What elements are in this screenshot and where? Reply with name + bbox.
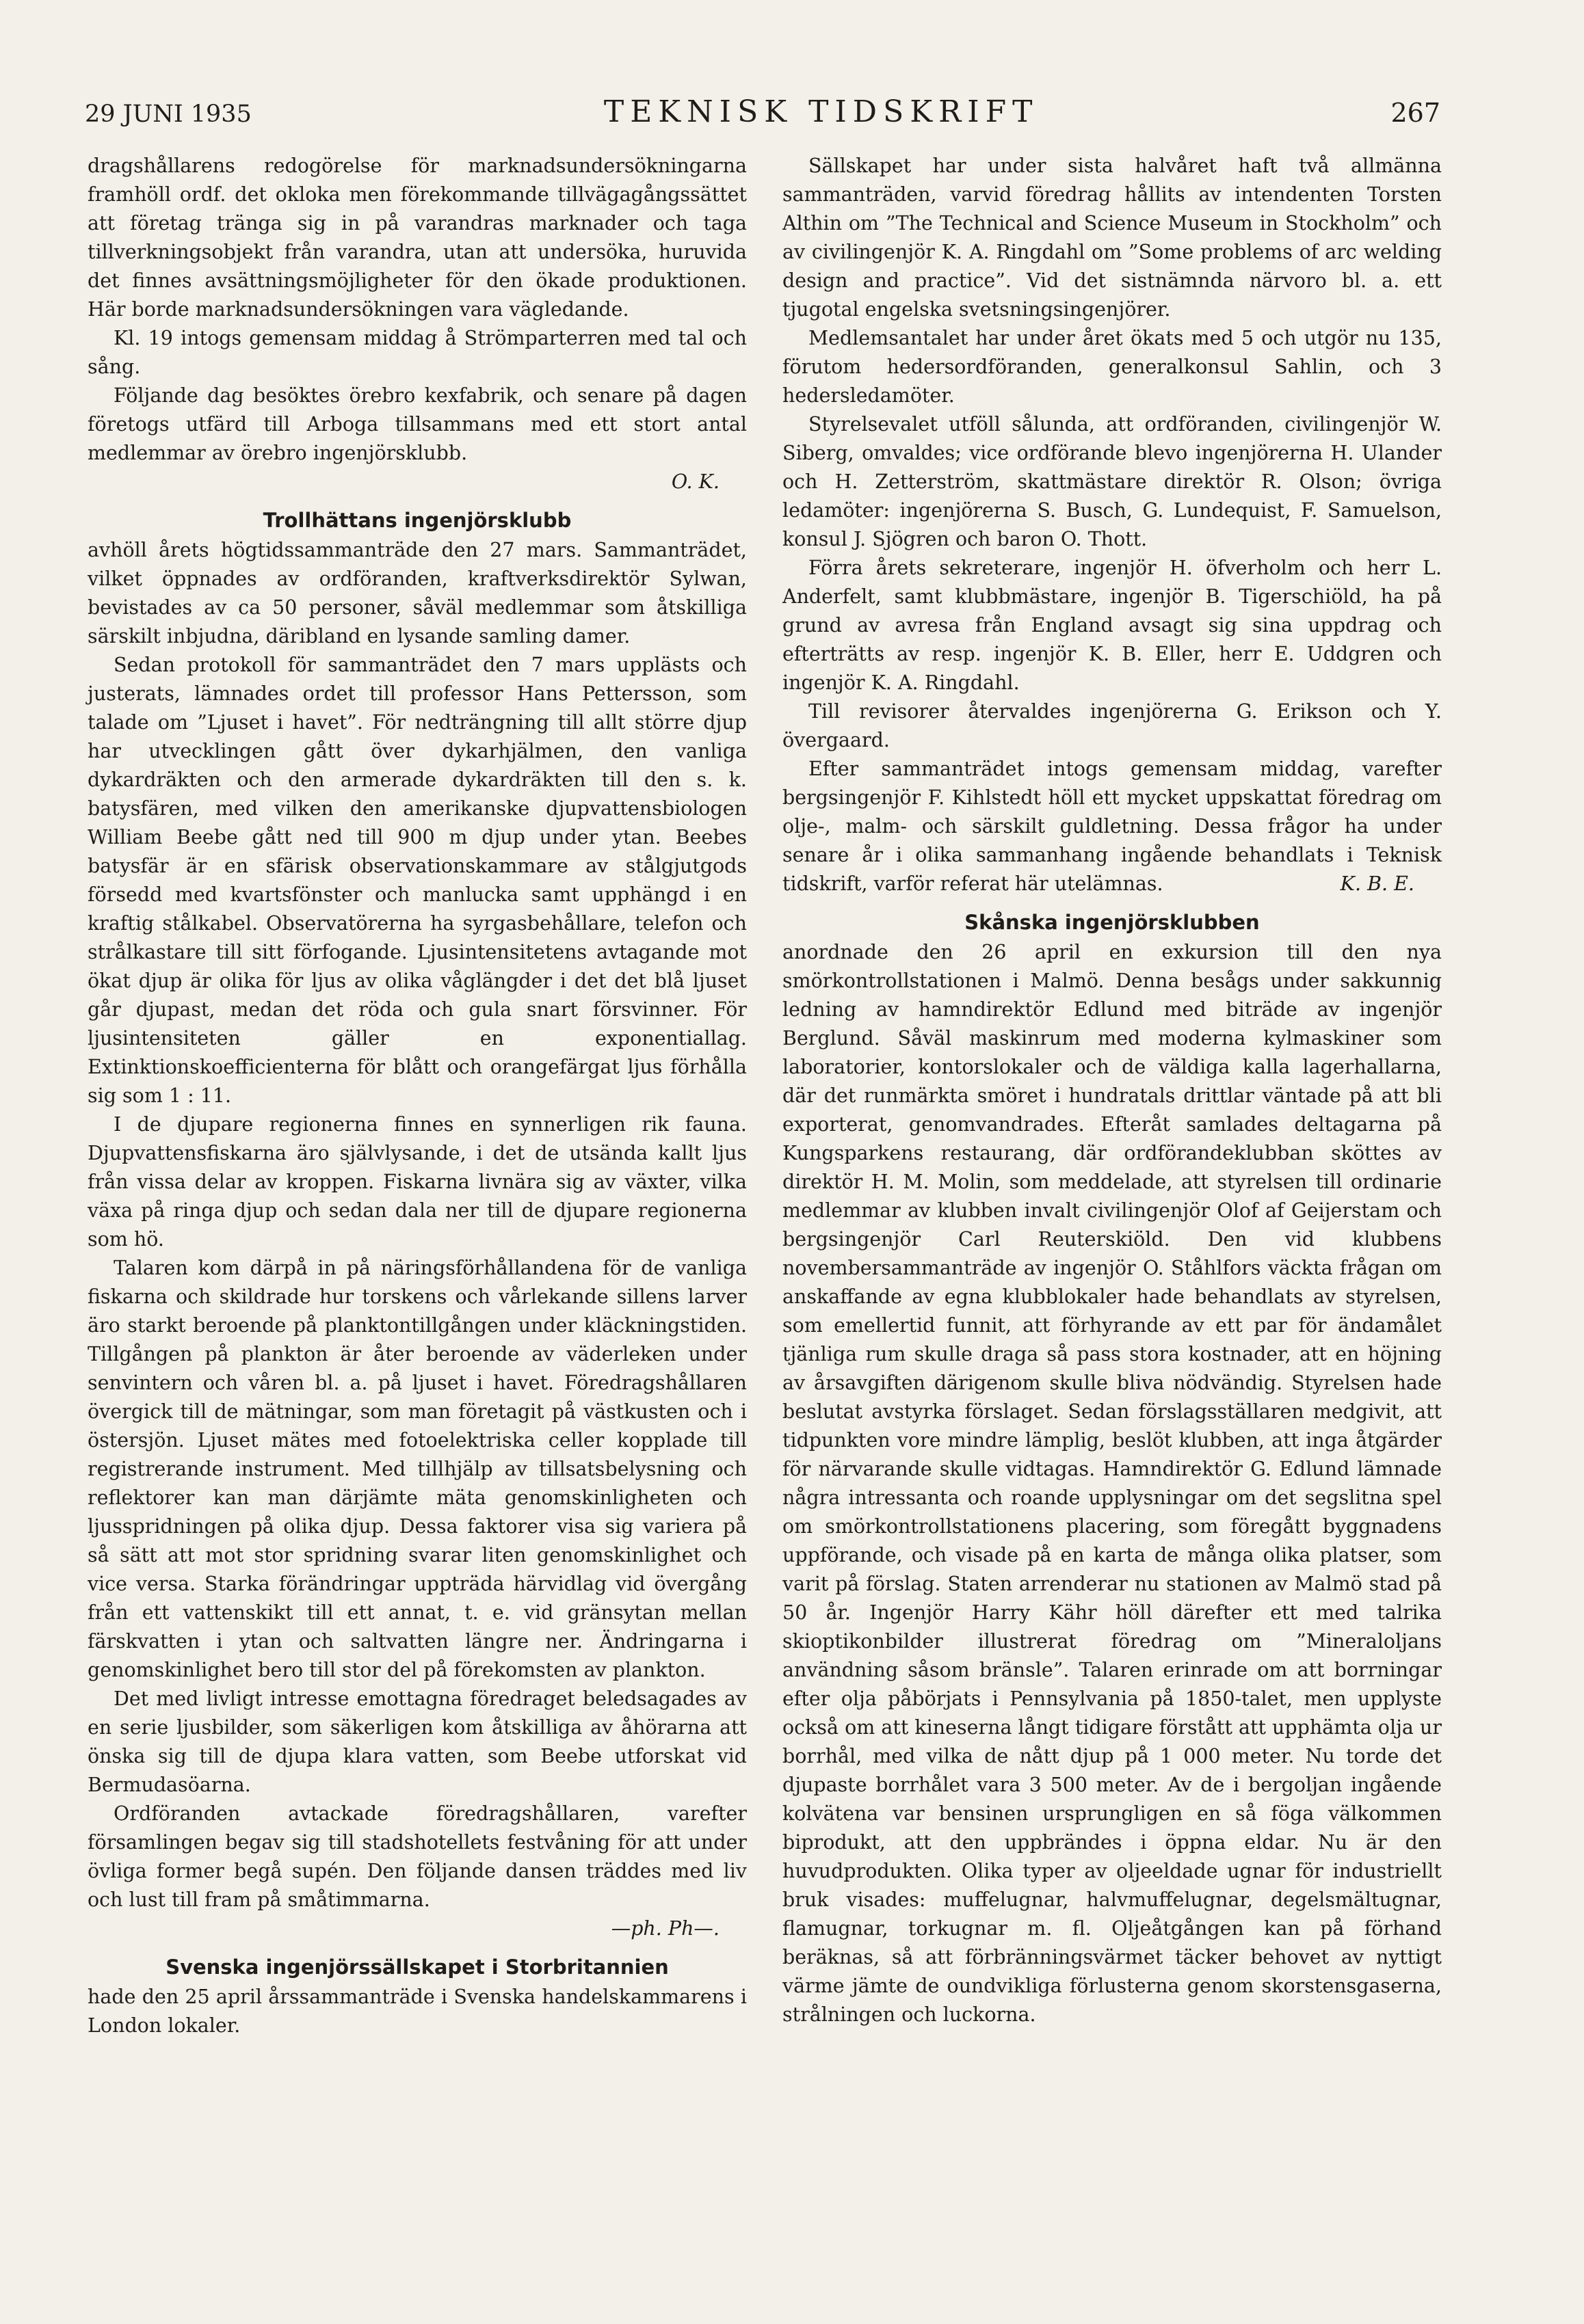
issue-date: 29 JUNI 1935 — [85, 101, 252, 128]
paragraph: Medlemsantalet har under året ökats med 5 och utgör nu 135, förutom hedersordföranden, generalkonsul Sahlin, och 3 hedersledamöter. — [782, 327, 1442, 407]
author-signature: K. B. E. — [1340, 872, 1414, 895]
paragraph: avhöll årets högtidssammanträde den 27 mars. Sammanträdet, vilket öppnades av ordföranden, kraftverksdirektör Sylwan, bevistades av ca 50 personer, såväl medlemmar som åtskilliga särskilt inbjudna, däribland en lysande samling damer. — [88, 539, 747, 647]
left-column — [88, 152, 747, 2040]
paragraph-text: Efter sammanträdet intogs gemensam middag, varefter bergsingenjör F. Kihlstedt höll ett mycket uppskattat föredrag om olje-, malm- och särskilt guldletning. Dessa frågor ha under senare år i olika sammanhang ingående behandlats i Teknisk tidskrift, varför referat här utelämnas. — [782, 758, 1442, 895]
paragraph: anordnade den 26 april en exkursion till den nya smörkontrollstationen i Malmö. Denna besågs under sakkunnig ledning av hamndirektör Edlund med biträde av ingenjör Berglund. Såväl maskinrum med moderna kylmaskiner som laboratorier, kontorslokaler och de väldiga kalla lagerhallarna, där det runmärkta smöret i hundratals drittlar väntade på att bli exporterat, genomvandrades. Efteråt samlades deltagarna på Kungsparkens restaurang, där ordförandeklubban sköttes av direktör H. M. Molin, som meddelade, att styrelsen till ordinarie medlemmar av klubben invalt civilingenjör Olof af Geijerstam och bergsingenjör Carl Reuterskiöld. Den vid klubbens novembersammanträde av ingenjör O. Ståhlfors väckta frågan om anskaffande av egna klubblokaler hade behandlats av styrelsen, som emellertid funnit, att förhyrande av ett par för ändamålet tjänliga rum skulle draga så pass stora kostnader, att en höjning av årsavgiften därigenom skulle bliva nödvändig. Styrelsen hade beslutat avstyrka förslaget. Sedan förslagsställaren medgivit, att tidpunkten vore mindre lämplig, beslöt klubben, att inga åtgärder för närvarande skulle vidtagas. Hamndirektör G. Edlund lämnade några intressanta och roande upplysningar om det segslitna spel om smörkontrollstationens placering, som föregått byggnadens uppförande, och visade på en karta de många olika platser, som varit på förslag. Staten arrenderar nu stationen av Malmö stad på 50 år. Ingenjör Harry Kähr höll därefter ett med talrika skioptikonbilder illustrerat föredrag om ”Mineraloljans användning såsom bränsle”. Talaren erinrade om att borrningar efter olja påbörjats i Pennsylvania på 1850-talet, men upplyste också om att kineserna långt tidigare förstått att upphämta olja ur borrhål, med vilka de nått djup på 1 000 meter. Nu torde det djupaste borrhålet vara 3 500 meter. Av de i bergoljan ingående kolvätena var bensinen ursprungligen en så föga välkommen biprodukt, att den uppbrändes i öppna eldar. Nu är den huvudprodukten. Olika typer av oljeeldade ugnar för industriellt bruk visades: muffelugnar, halvmuffelugnar, degelsmältugnar, flamugnar, torkugnar m. fl. Oljeåtgången kan på förhand beräknas, så att förbränningsvärmet täcker behovet av nyttigt värme jämte de oundvikliga förlusterna genom skorstensgaserna, strålningen och luckorna. — [782, 941, 1442, 2026]
author-signature: —ph. Ph—. — [611, 1917, 720, 1940]
journal-title: TEKNISK TIDSKRIFT — [603, 94, 1039, 129]
section-heading-storbritannien: Svenska ingenjörssällskapet i Storbritannien — [166, 1955, 669, 1979]
paragraph: I de djupare regionerna finnes en synnerligen rik fauna. Djupvattensfiskarna äro självlysande, i det de utsända kallt ljus från vissa delar av kroppen. Fiskarna livnära sig av växter, vilka växa på ringa djup och sedan dala ner till de djupare regionerna som hö. — [88, 1113, 747, 1251]
right-column — [782, 152, 1442, 2029]
section-heading-skanska: Skånska ingenjörsklubben — [964, 911, 1260, 934]
author-signature: O. K. — [671, 470, 720, 493]
paragraph: Förra årets sekreterare, ingenjör H. öfverholm och herr L. Anderfelt, samt klubbmästare, ingenjör B. Tigerschiöld, ha på grund av avresa från England avsagt sig sina uppdrag och efterträtts av resp. ingenjör K. B. Eller, herr E. Uddgren och ingenjör K. A. Ringdahl. — [782, 557, 1442, 694]
paragraph: Till revisorer återvaldes ingenjörerna G. Erikson och Y. övergaard. — [782, 700, 1442, 751]
running-header — [85, 94, 1440, 135]
paragraph: Sedan protokoll för sammanträdet den 7 mars upplästs och justerats, lämnades ordet till professor Hans Pettersson, som talade om ”Ljuset i havet”. För nedträngning till allt större djup har utvecklingen gått över dykarhjälmen, den vanliga dykardräkten och den armerade dykardräkten till den s. k. batysfären, med vilken den amerikanske djupvattensbiologen William Beebe gått ned till 900 m djup under ytan. Beebes batysfär är en sfärisk observationskammare av stålgjutgods försedd med kvartsfönster och manlucka samt upphängd i en kraftig stålkabel. Observatörerna ha syrgasbehållare, telefon och strålkastare till sitt förfogande. Ljusintensitetens avtagande mot ökat djup är olika för ljus av olika våglängder i det det blå ljuset går djupast, medan det röda och gula snart försvinner. För ljusintensiteten gäller en exponentiallag. Extinktionskoefficienterna för blått och orangefärgat ljus förhålla sig som 1 : 11. — [88, 654, 747, 1107]
page-number: 267 — [1390, 98, 1440, 128]
paragraph: Ordföranden avtackade föredragshållaren, varefter församlingen begav sig till stadshotellets festvåning för att under övliga former begå supén. Den följande dansen träddes med liv och lust till fram på småtimmarna. — [88, 1802, 747, 1911]
paragraph: Sällskapet har under sista halvåret haft två allmänna sammanträden, varvid föredrag hållits av intendenten Torsten Althin om ”The Technical and Science Museum in Stockholm” och av civilingenjör K. A. Ringdahl om ”Some problems of arc welding design and practice”. Vid det sistnämnda närvoro bl. a. ett tjugotal engelska svetsningsingenjörer. — [782, 155, 1442, 321]
paragraph: dragshållarens redogörelse för marknadsundersökningarna framhöll ordf. det okloka men förekommande tillvägagångssättet att företag tränga sig in på varandras marknader och taga tillverkningsobjekt från varandra, utan att undersöka, huruvida det finnes avsättningsmöjligheter för den ökade produktionen. Här borde marknadsundersökningen vara vägledande. — [88, 155, 747, 321]
paragraph: Det med livligt intresse emottagna föredraget beledsagades av en serie ljusbilder, som säkerligen kom åtskilliga av åhörarna att önska sig till de djupa klara vatten, som Beebe utforskat vid Bermudasöarna. — [88, 1687, 747, 1796]
paragraph: Följande dag besöktes örebro kexfabrik, och senare på dagen företogs utfärd till Arboga tillsammans med ett stort antal medlemmar av örebro ingenjörsklubb. — [88, 384, 747, 464]
paragraph: Kl. 19 intogs gemensam middag å Strömparterren med tal och sång. — [88, 327, 747, 378]
paragraph: Talaren kom därpå in på näringsförhållandena för de vanliga fiskarna och skildrade hur torskens och vårlekande sillens larver äro starkt beroende på planktontillgången under kläckningstiden. Tillgången på plankton är åter beroende av väderleken under senvintern och våren bl. a. på ljuset i havet. Föredragshållaren övergick till de mätningar, som man företagit på västkusten och i östersjön. Ljuset mätes med fotoelektriska celler kopplade till registrerande instrument. Med tillhjälp av tillsatsbelysning och reflektorer kan man därjämte mäta genomskinligheten och ljusspridningen på olika djup. Dessa faktorer visa sig variera på så sätt att mot stor spridning svarar liten genomskinlighet och vice versa. Starka förändringar uppträda härvidlag vid övergång från ett vattenskikt till ett annat, t. e. vid gränsytan mellan färskvatten i ytan och saltvatten längre ner. Ändringarna i genomskinlighet bero till stor del på förekomsten av plankton. — [88, 1257, 747, 1681]
paragraph: hade den 25 april årssammanträde i Svenska handelskammarens i London lokaler. — [88, 1986, 747, 2037]
paragraph: Styrelsevalet utföll sålunda, att ordföranden, civilingenjör W. Siberg, omvaldes; vice ordförande blevo ingenjörerna H. Ulander och H. Zetterström, skattmästare direktör R. Olson; övriga ledamöter: ingenjörerna S. Busch, G. Lundequist, F. Samuelson, konsul J. Sjögren och baron O. Thott. — [782, 413, 1442, 550]
section-heading-trollhattan: Trollhättans ingenjörsklubb — [263, 509, 572, 532]
paragraph — [782, 755, 1442, 898]
